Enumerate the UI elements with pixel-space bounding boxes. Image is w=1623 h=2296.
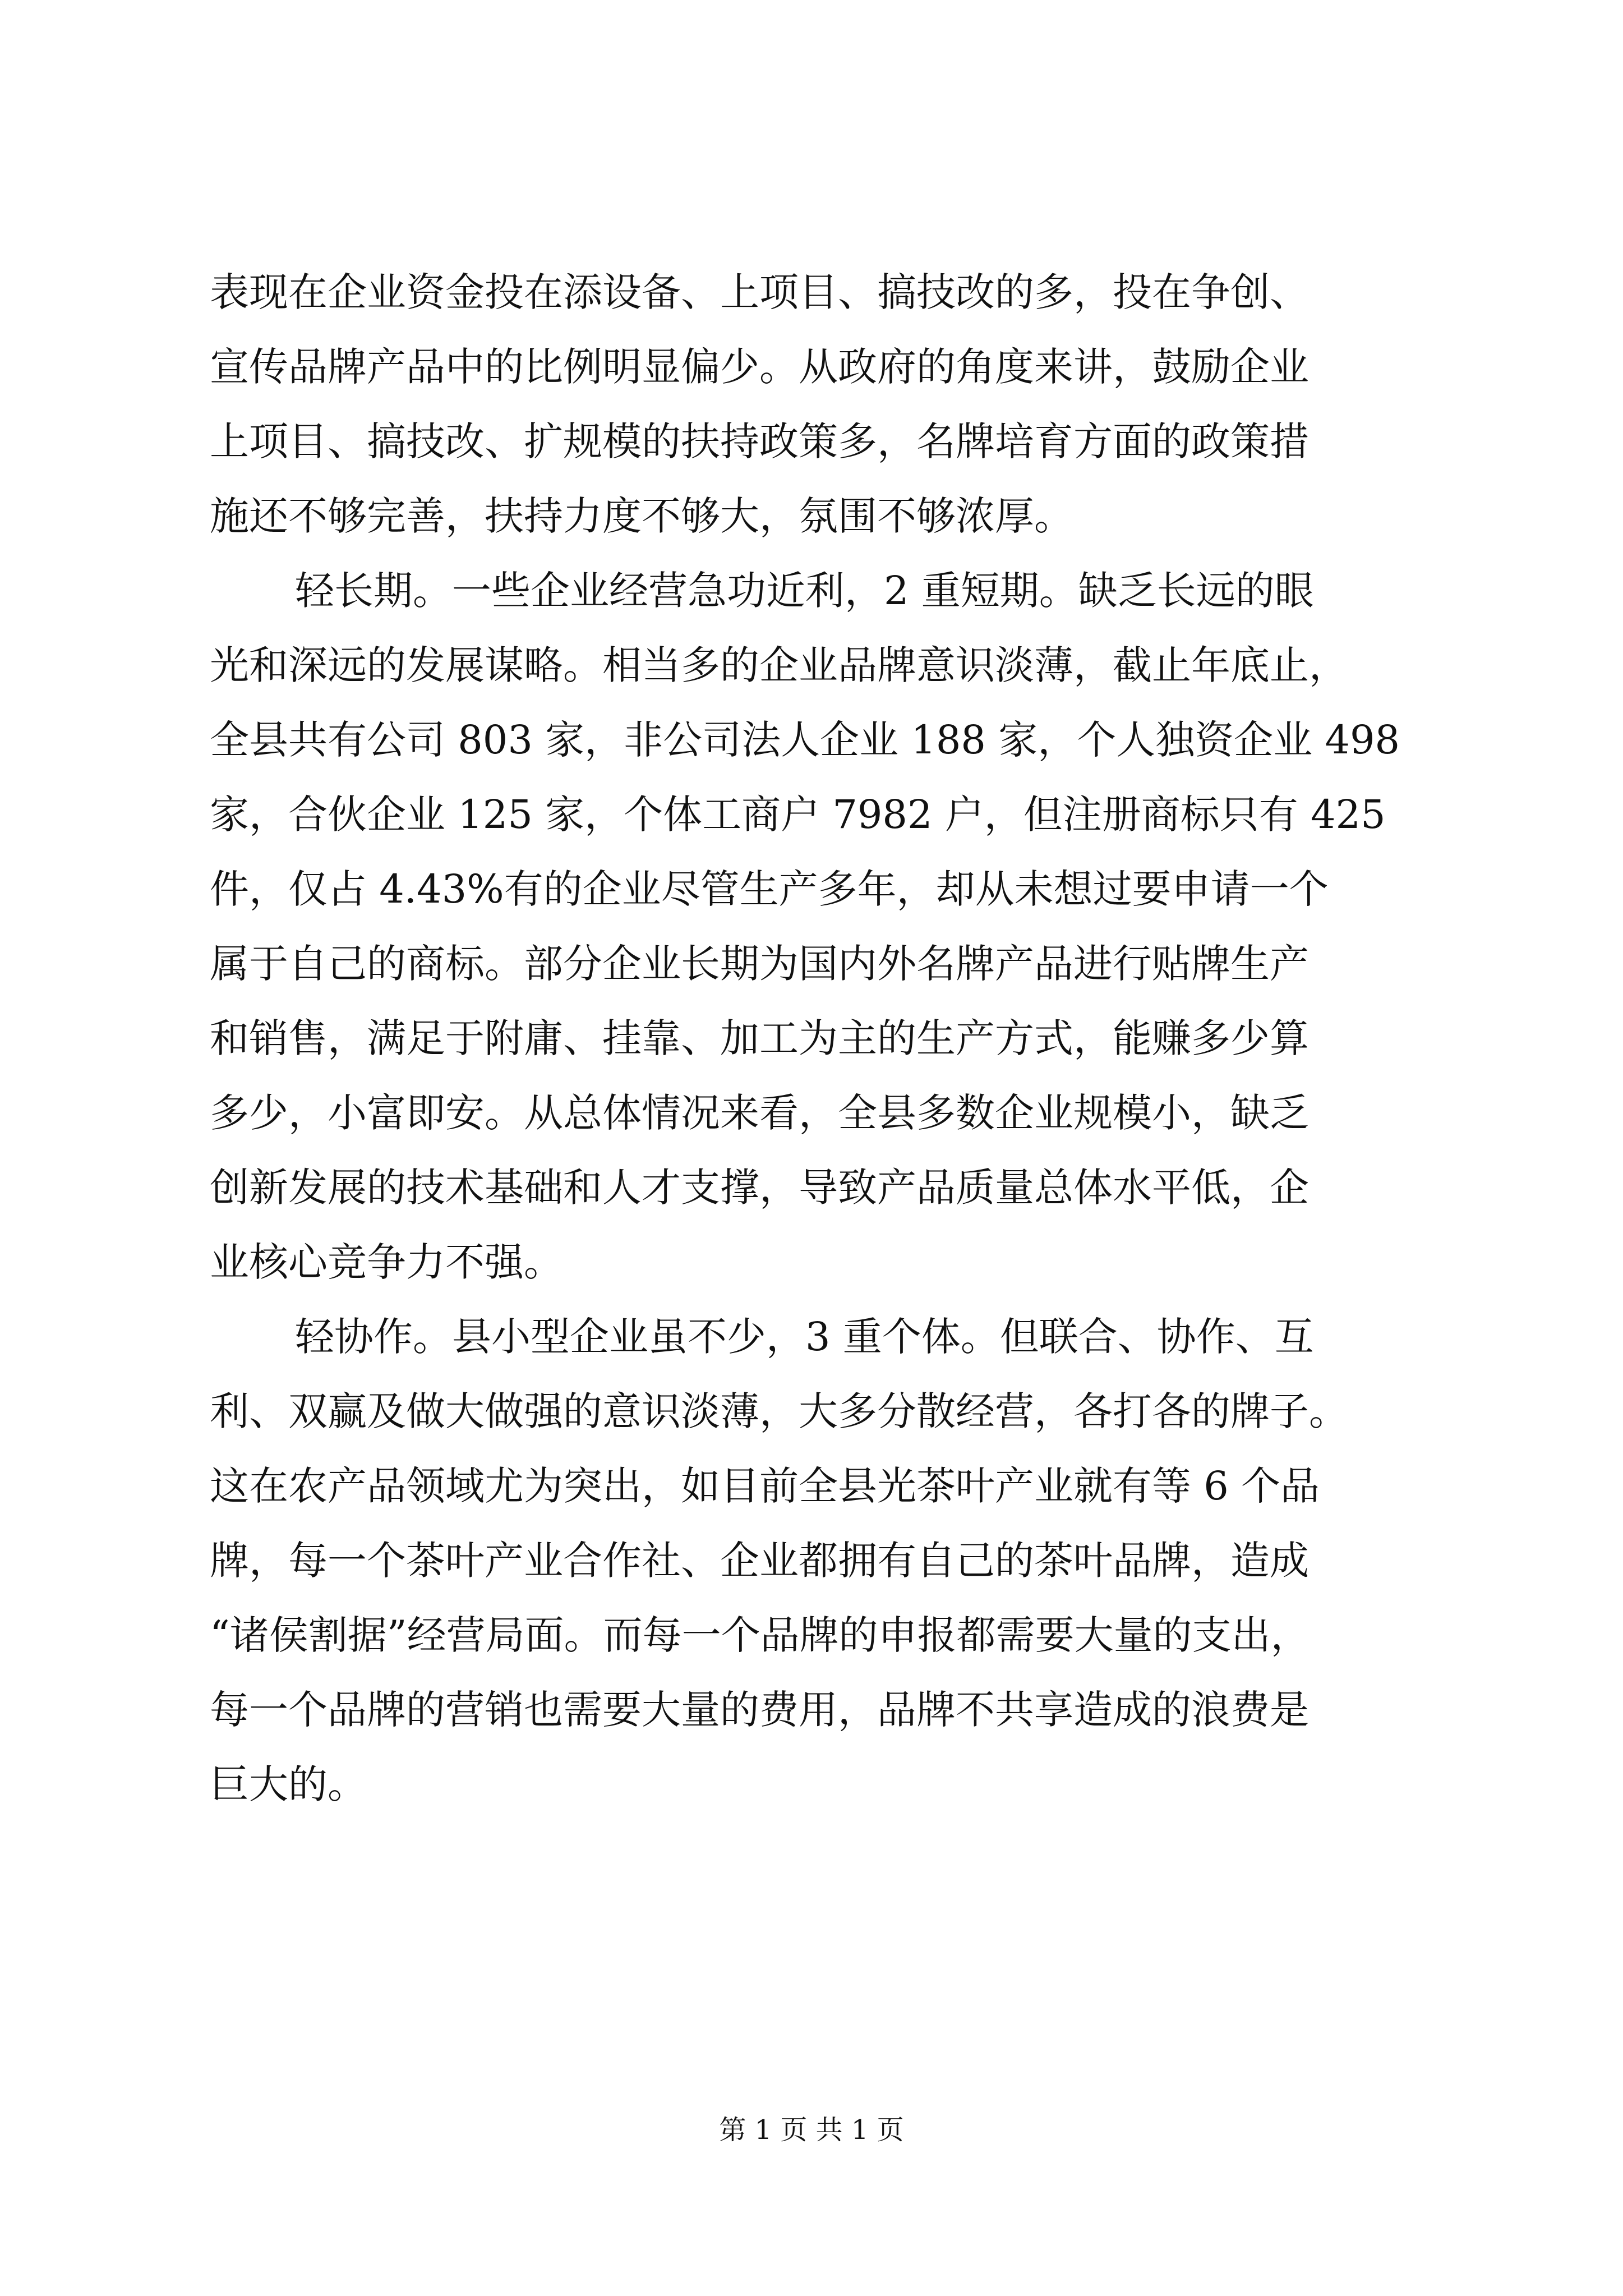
paragraph-2	[210, 554, 1415, 1300]
text-line: 牌，每一个茶叶产业合作社、企业都拥有自己的茶叶品牌，造成	[210, 1538, 1309, 1584]
text-line: 轻长期。一些企业经营急功近利，2 重短期。缺乏长远的眼	[295, 568, 1314, 614]
text-line: 表现在企业资金投在添设备、上项目、搞技改的多，投在争创、	[210, 269, 1309, 315]
text-line: 全县共有公司 803 家，非公司法人企业 188 家，个人独资企业 498	[210, 717, 1400, 763]
text-line: 这在农产品领域尤为突出，如目前全县光茶叶产业就有等 6 个品	[210, 1463, 1320, 1509]
document-body	[210, 255, 1415, 1822]
text-line: 创新发展的技术基础和人才支撑，导致产品质量总体水平低，企	[210, 1165, 1309, 1211]
text-line: 和销售，满足于附庸、挂靠、加工为主的生产方式，能赚多少算	[210, 1015, 1309, 1061]
text-line: 轻协作。县小型企业虽不少，3 重个体。但联合、协作、互	[295, 1314, 1314, 1360]
page-number-footer: 第 1 页 共 1 页	[719, 2114, 904, 2146]
text-line: “诸侯割据”经营局面。而每一个品牌的申报都需要大量的支出，	[210, 1612, 1310, 1658]
paragraph-3	[210, 1300, 1415, 1822]
text-line: 光和深远的发展谋略。相当多的企业品牌意识淡薄，截止年底止，	[210, 642, 1348, 688]
text-line: 属于自己的商标。部分企业长期为国内外名牌产品进行贴牌生产	[210, 941, 1309, 987]
text-line: 上项目、搞技改、扩规模的扶持政策多，名牌培育方面的政策措	[210, 418, 1309, 464]
text-line: 多少，小富即安。从总体情况来看，全县多数企业规模小，缺乏	[210, 1090, 1309, 1136]
text-line: 业核心竞争力不强。	[210, 1239, 563, 1285]
text-line: 每一个品牌的营销也需要大量的费用，品牌不共享造成的浪费是	[210, 1687, 1309, 1733]
text-line: 利、双赢及做大做强的意识淡薄，大多分散经营，各打各的牌子。	[210, 1388, 1348, 1434]
paragraph-1	[210, 255, 1415, 554]
text-line: 家，合伙企业 125 家，个体工商户 7982 户，但注册商标只有 425	[210, 792, 1386, 838]
text-line: 宣传品牌产品中的比例明显偏少。从政府的角度来讲，鼓励企业	[210, 344, 1309, 390]
text-line: 件，仅占 4.43%有的企业尽管生产多年，却从未想过要申请一个	[210, 866, 1329, 912]
text-line: 施还不够完善，扶持力度不够大，氛围不够浓厚。	[210, 493, 1073, 539]
text-line: 巨大的。	[210, 1761, 367, 1807]
